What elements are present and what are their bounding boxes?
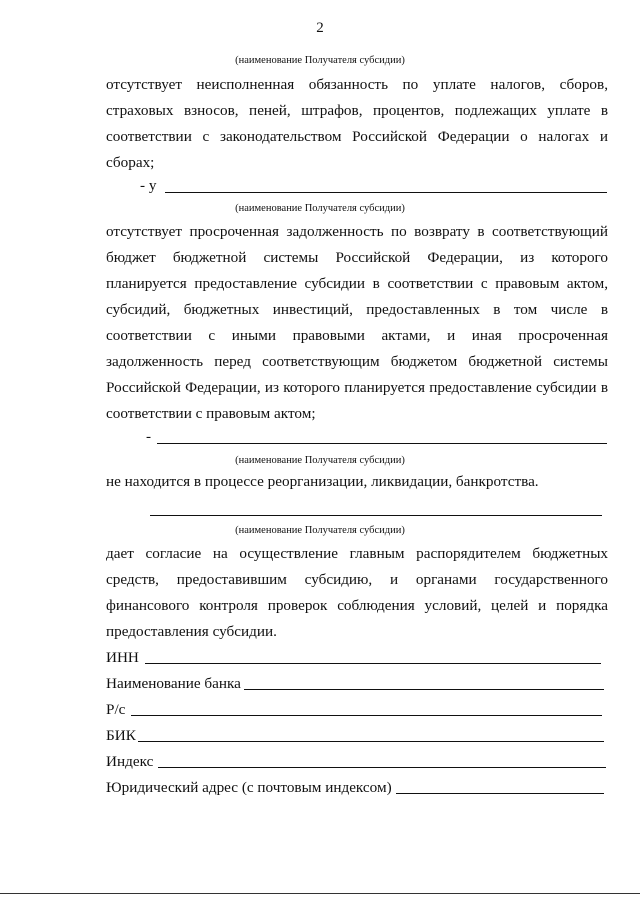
- paragraph-line: дает согласие на осуществление главным распорядителем бюджетных: [106, 545, 608, 562]
- caption-recipient-4: (наименование Получателя субсидии): [235, 525, 405, 536]
- recipient-prefix-2: - у: [140, 177, 157, 194]
- paragraph-line: отсутствует неисполненная обязанность по уплате налогов, сборов,: [106, 76, 608, 93]
- recipient-name-field-3[interactable]: [157, 443, 607, 444]
- legal-address-field[interactable]: [396, 793, 604, 794]
- caption-recipient-1: (наименование Получателя субсидии): [235, 55, 405, 66]
- page-bottom-divider: [0, 893, 640, 894]
- account-field[interactable]: [131, 715, 602, 716]
- paragraph-line: страховых взносов, пеней, штрафов, процентов, подлежащих уплате в: [106, 102, 608, 119]
- recipient-name-field-2[interactable]: [165, 192, 607, 193]
- inn-label: ИНН: [106, 649, 139, 666]
- paragraph-line: финансового контроля проверок соблюдения условий, целей и порядка: [106, 597, 608, 614]
- paragraph-no-reorganization: не находится в процессе реорганизации, ликвидации, банкротства.: [106, 473, 539, 490]
- index-label: Индекс: [106, 753, 154, 770]
- paragraph-line: сборах;: [106, 154, 155, 171]
- paragraph-line: планируется предоставление субсидии в соответствии с правовым актом,: [106, 275, 608, 292]
- paragraph-line: средств, предоставившим субсидию, и органами государственного: [106, 571, 608, 588]
- account-label: Р/с: [106, 701, 126, 718]
- paragraph-line: соответствии с законодательством Российской Федерации о налогах и: [106, 128, 608, 145]
- paragraph-line: Российской Федерации, из которого планируется предоставление субсидии в: [106, 379, 608, 396]
- bik-field[interactable]: [138, 741, 604, 742]
- paragraph-no-tax-debt: [106, 72, 608, 176]
- paragraph-line: отсутствует просроченная задолженность по возврату в соответствующий: [106, 223, 608, 240]
- page-number: 2: [316, 20, 324, 36]
- paragraph-line: соответствии с правовым актом;: [106, 405, 316, 422]
- paragraph-no-overdue-debt: [106, 219, 608, 427]
- paragraph-line: задолженность перед соответствующим бюджетом бюджетной системы: [106, 353, 608, 370]
- caption-recipient-3: (наименование Получателя субсидии): [235, 455, 405, 466]
- paragraph-consent: [106, 541, 608, 645]
- bank-name-field[interactable]: [244, 689, 604, 690]
- paragraph-line: бюджет бюджетной системы Российской Федерации, из которого: [106, 249, 608, 266]
- paragraph-line: предоставления субсидии.: [106, 623, 277, 640]
- recipient-name-field-4[interactable]: [150, 515, 602, 516]
- recipient-prefix-3: -: [146, 428, 152, 445]
- bik-label: БИК: [106, 727, 136, 744]
- legal-address-label: Юридический адрес (с почтовым индексом): [106, 779, 392, 796]
- paragraph-line: субсидий, бюджетных инвестиций, предоставленных в том числе в: [106, 301, 608, 318]
- caption-recipient-2: (наименование Получателя субсидии): [235, 203, 405, 214]
- inn-field[interactable]: [145, 663, 601, 664]
- bank-name-label: Наименование банка: [106, 675, 241, 692]
- paragraph-line: соответствии с иными правовыми актами, и иная просроченная: [106, 327, 608, 344]
- index-field[interactable]: [158, 767, 606, 768]
